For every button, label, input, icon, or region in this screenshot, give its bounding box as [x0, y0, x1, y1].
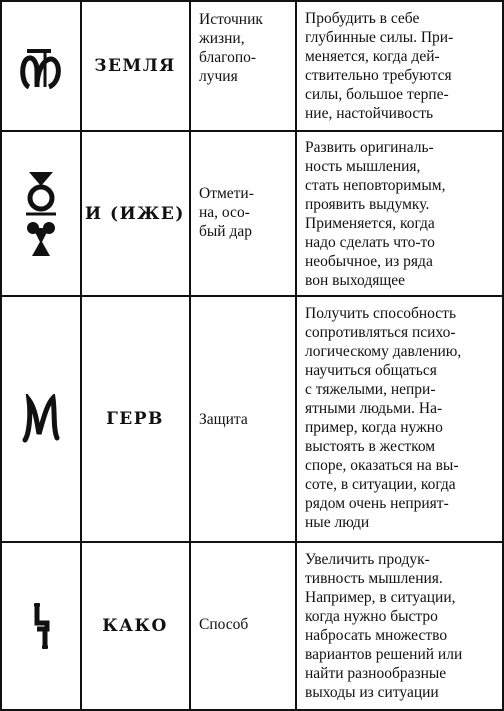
application-line: научиться общаться	[305, 362, 437, 379]
letter-meaning	[199, 615, 291, 634]
kako-glyph-icon	[2, 543, 80, 709]
application-line: ные люди	[305, 514, 370, 531]
application-line: меняется, когда дей-	[305, 48, 440, 65]
meaning-line: Отмети-	[199, 185, 254, 202]
application-line: ние, настойчивость	[305, 105, 434, 122]
application-line: вариантов решений или	[305, 646, 463, 663]
letter-meaning	[199, 10, 291, 86]
application-line: ность мышления,	[305, 158, 421, 175]
letter-name: ГЕРВ	[106, 409, 164, 429]
letter-meaning	[199, 410, 291, 429]
meaning-line: Способ	[199, 616, 249, 633]
application-line: вон выходящее	[305, 272, 406, 289]
izhe-glyph-icon	[2, 132, 80, 295]
letter-application	[305, 138, 501, 290]
meaning-line: бый дар	[199, 223, 252, 240]
application-line: с тяжелыми, непри-	[305, 381, 436, 398]
application-line: соте, в ситуации, когда	[305, 476, 456, 493]
letter-application	[305, 9, 501, 123]
application-line: Например, в ситуации,	[305, 589, 456, 606]
application-line: тивность мышления.	[305, 570, 443, 587]
letter-name: КАКО	[102, 616, 168, 636]
meaning-line: на, осо-	[199, 204, 250, 221]
application-line: пример, когда нужно	[305, 419, 443, 436]
application-line: набросать множество	[305, 627, 448, 644]
meaning-line: жизни,	[199, 30, 245, 47]
application-line: Пробудить в себе	[305, 10, 420, 27]
application-line: рядом очень неприят-	[305, 495, 449, 512]
zemlya-glyph-icon	[2, 2, 80, 130]
gerv-glyph-icon	[2, 297, 80, 541]
application-line: стать неповторимым,	[305, 177, 446, 194]
letter-meaning	[199, 184, 291, 241]
application-line: когда нужно быстро	[305, 608, 438, 625]
meaning-line: Источник	[199, 11, 263, 28]
application-line: надо сделать что-то	[305, 234, 435, 251]
application-line: силы, большое терпе-	[305, 86, 449, 103]
application-line: ятными людьми. На-	[305, 400, 443, 417]
application-line: логическому давлению,	[305, 343, 462, 360]
application-line: ствительно требуются	[305, 67, 452, 84]
meaning-line: лучия	[199, 68, 238, 85]
meaning-line: благопо-	[199, 49, 257, 66]
letter-application	[305, 550, 501, 702]
application-line: проявить выдумку.	[305, 196, 430, 213]
letter-application	[305, 304, 501, 532]
application-line: Получить способность	[305, 305, 457, 322]
application-line: необычное, из ряда	[305, 253, 433, 270]
application-line: выходы из ситуации	[305, 684, 439, 701]
letter-name: И (ИЖЕ)	[85, 203, 185, 224]
letter-name: ЗЕМЛЯ	[94, 56, 176, 76]
application-line: Применяется, когда	[305, 215, 435, 232]
application-line: Развить оригиналь-	[305, 139, 434, 156]
application-line: споре, оказаться на вы-	[305, 457, 459, 474]
application-line: сопротивляться психо-	[305, 324, 456, 341]
application-line: найти разнообразные	[305, 665, 447, 682]
column-divider	[295, 0, 297, 711]
column-divider	[189, 0, 191, 711]
application-line: выстоять в жестком	[305, 438, 436, 455]
application-line: глубинные силы. При-	[305, 29, 454, 46]
application-line: Увеличить продук-	[305, 551, 430, 568]
meaning-line: Защита	[199, 411, 248, 428]
